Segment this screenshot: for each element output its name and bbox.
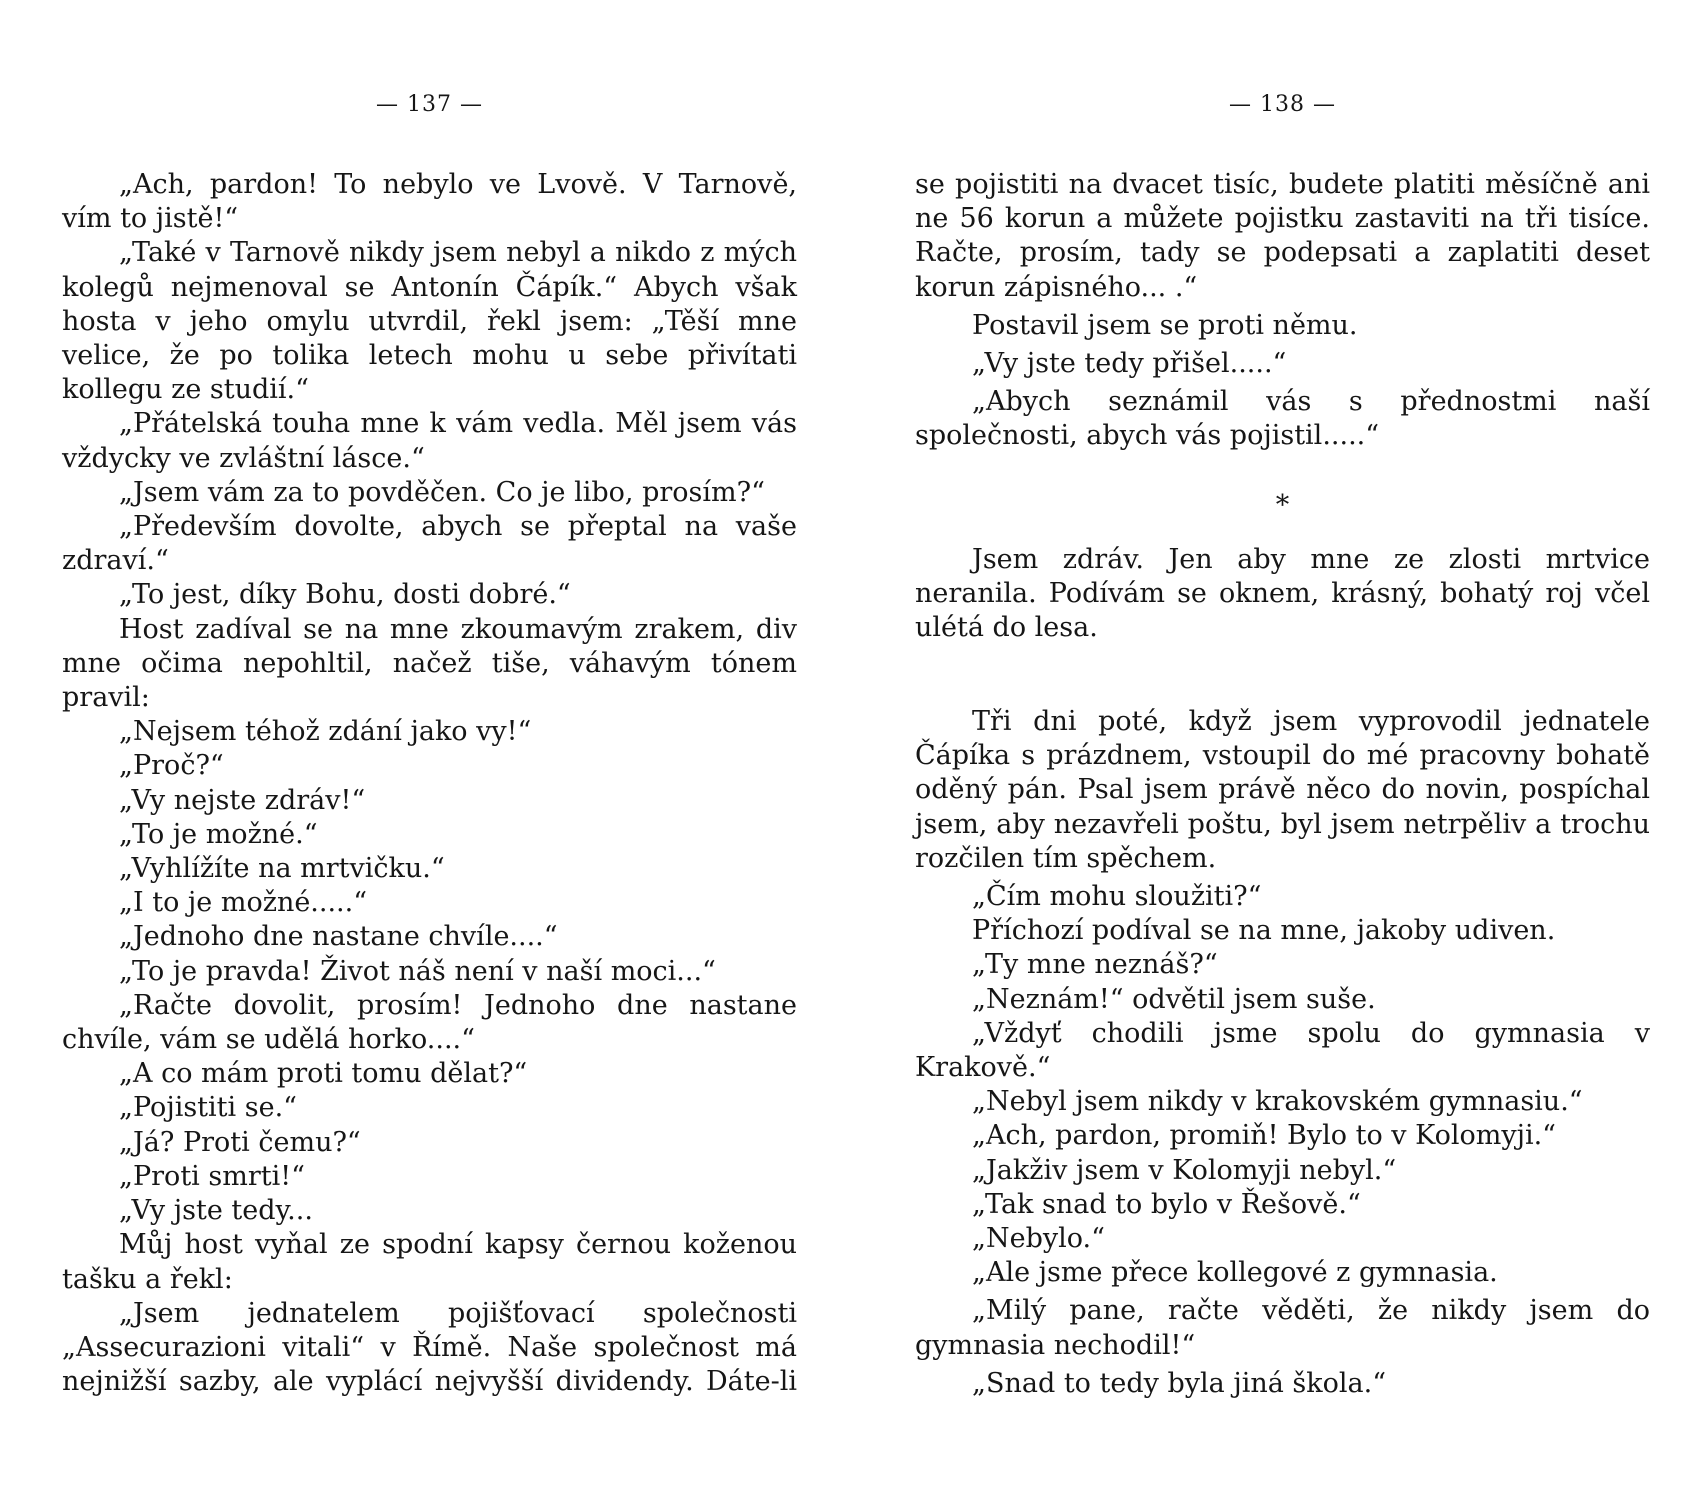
left-page-text [62,168,797,1399]
page-number-left: — 137 — [376,92,483,117]
paragraph: „I to je možné.....“ [119,887,368,919]
paragraph: „Pojistiti se.“ [119,1092,297,1124]
paragraph: „Nebylo.“ [972,1223,1105,1255]
paragraph: „Vy jste tedy... [119,1195,313,1227]
paragraph: „Ale jsme přece kollegové z gymnasia. [972,1257,1498,1289]
paragraph: Tři dni poté, když jsem vyprovodil jednatele Čápíka s prázdnem, vstoupil do mé pracovny bohatě oděný pán. Psal jsem právě něco do novin, pospíchal jsem, aby nezavřeli poštu, byl jsem netrpěliv a trochu rozčilen tím spěchem. [915,706,1650,874]
paragraph: „Především dovolte, abych se přeptal na vaše zdraví.“ [62,511,797,577]
paragraph: „Jakživ jsem v Kolomyji nebyl.“ [972,1154,1397,1186]
paragraph: „To je pravda! Život náš není v naší moci...“ [119,955,716,987]
paragraph: „Tak snad to bylo v Řešově.“ [972,1188,1361,1220]
paragraph: „Vy jste tedy přišel.....“ [972,348,1287,380]
section-separator: * [1275,490,1290,521]
paragraph: „Vy nejste zdráv!“ [119,784,366,816]
right-page-text-middle [915,543,1650,646]
paragraph: „Snad to tedy byla jiná škola.“ [972,1367,1386,1399]
paragraph: „Jednoho dne nastane chvíle....“ [119,921,558,953]
paragraph: „Ach, pardon! To nebylo ve Lvově. V Tarnově, vím to jistě!“ [62,169,797,235]
paragraph: „Ach, pardon, promiň! Bylo to v Kolomyji.“ [972,1120,1556,1152]
paragraph: „Vždyť chodili jsme spolu do gymnasia v Krakově.“ [915,1017,1650,1084]
paragraph: se pojistiti na dvacet tisíc, budete platiti měsíčně ani ne 56 korun a můžete pojistku zastaviti na tři tisíce. Račte, prosím, tady se podepsati a zaplatiti deset korun zápisného... .“ [915,169,1650,303]
paragraph: „Račte dovolit, prosím! Jednoho dne nastane chvíle, vám se udělá horko....“ [62,989,797,1056]
paragraph: „Ty mne neznáš?“ [972,949,1218,981]
paragraph: „Milý pane, račte věděti, že nikdy jsem do gymnasia nechodil!“ [915,1295,1650,1361]
right-page-text-top [915,168,1650,454]
paragraph: „Čím mohu sloužiti?“ [972,881,1262,913]
paragraph: „Nejsem téhož zdání jako vy!“ [119,716,532,748]
paragraph: „Proč?“ [119,750,224,782]
paragraph: Postavil jsem se proti němu. [972,309,1358,341]
paragraph: „Jsem vám za to povděčen. Co je libo, prosím?“ [119,476,765,508]
paragraph: „Abych seznámil vás s přednostmi naší společnosti, abych vás pojistil.....“ [915,386,1650,452]
paragraph: „To je možné.“ [119,818,318,850]
paragraph: „Neznám!“ odvětil jsem suše. [972,983,1376,1015]
paragraph: Host zadíval se na mne zkoumavým zrakem, div mne očima nepohltil, načež tiše, váhavým tónem pravil: [62,613,797,714]
paragraph: „Vyhlížíte na mrtvičku.“ [119,853,445,885]
paragraph: „A co mám proti tomu dělat?“ [119,1058,528,1090]
paragraph: „To jest, díky Bohu, dosti dobré.“ [119,579,571,611]
paragraph: Můj host vyňal ze spodní kapsy černou koženou tašku a řekl: [62,1229,797,1295]
right-page-text-bottom [915,705,1650,1401]
paragraph: „Proti smrti!“ [119,1160,305,1192]
paragraph: „Přátelská touha mne k vám vedla. Měl jsem vás vždycky ve zvláštní lásce.“ [62,408,797,474]
paragraph: „Jsem jednatelem pojišťovací společnosti „Assecurazioni vitali“ v Římě. Naše společnost má nejnižší sazby, ale vyplácí nejvyšší dividendy. Dáte-li [62,1297,797,1398]
paragraph: „Nebyl jsem nikdy v krakovském gymnasiu.“ [972,1086,1583,1118]
page-number-right: — 138 — [1229,92,1336,117]
paragraph: „Já? Proti čemu?“ [119,1126,361,1158]
paragraph: „Také v Tarnově nikdy jsem nebyl a nikdo z mých kolegů nejmenoval se Antonín Čápík.“ Abych však hosta v jeho omylu utvrdil, řekl jsem: „Těší mne velice, že po tolika letech mohu u sebe přivítati kollegu ze studií.“ [62,237,797,406]
paragraph: Příchozí podíval se na mne, jakoby udiven. [972,915,1556,947]
paragraph: Jsem zdráv. Jen aby mne ze zlosti mrtvice neranila. Podívám se oknem, krásný, bohatý roj včel ulétá do lesa. [915,544,1650,644]
